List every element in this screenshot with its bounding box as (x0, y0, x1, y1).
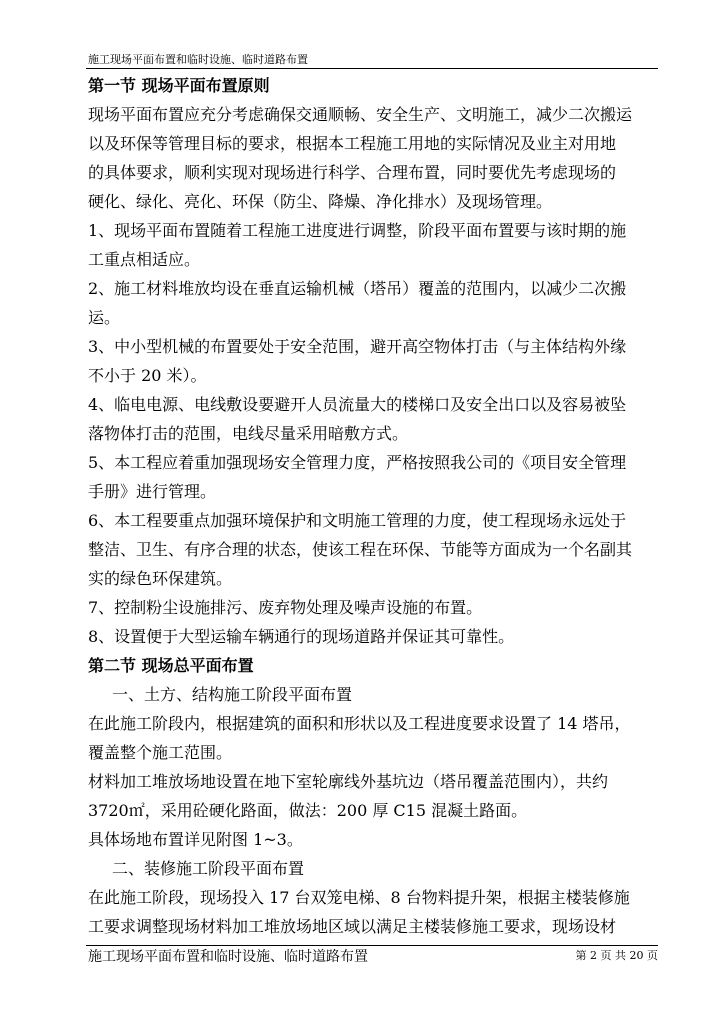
text-line: 以及环保等管理目标的要求，根据本工程施工用地的实际情况及业主对用地 (88, 134, 617, 153)
text-line: 8、设置便于大型运输车辆通行的现场道路并保证其可靠性。 (88, 627, 515, 646)
text-line: 3720㎡，采用砼硬化路面，做法：200 厚 C15 混凝土路面。 (88, 801, 528, 820)
text-line: 实的绿色环保建筑。 (88, 569, 233, 588)
subsection-heading: 二、装修施工阶段平面布置 (112, 859, 305, 878)
text-line: 4、临电电源、电线敷设要避开人员流量大的楼梯口及安全出口以及容易被坠 (88, 395, 627, 414)
text-line: 6、本工程要重点加强环境保护和文明施工管理的力度，使工程现场永远处于 (88, 511, 627, 530)
text-line: 覆盖整个施工范围。 (88, 743, 233, 762)
header-rule (86, 68, 658, 69)
running-header: 施工现场平面布置和临时设施、临时道路布置 (88, 53, 308, 66)
text-line: 1、现场平面布置随着工程施工进度进行调整，阶段平面布置要与该时期的施 (88, 221, 627, 240)
text-line: 工重点相适应。 (88, 250, 201, 269)
section-heading: 第一节 现场平面布置原则 (88, 76, 270, 95)
text-line: 手册》进行管理。 (88, 482, 217, 501)
text-line: 5、本工程应着重加强现场安全管理力度，严格按照我公司的《项目安全管理 (88, 453, 627, 472)
text-line: 整洁、卫生、有序合理的状态，使该工程在环保、节能等方面成为一个名副其 (88, 540, 633, 559)
section-heading: 第二节 现场总平面布置 (88, 656, 254, 675)
text-line: 3、中小型机械的布置要处于安全范围，避开高空物体打击（与主体结构外缘 (88, 337, 627, 356)
text-line: 在此施工阶段，现场投入 17 台双笼电梯、8 台物料提升架，根据主楼装修施 (88, 888, 630, 907)
text-line: 运。 (88, 308, 121, 327)
text-line: 具体场地布置详见附图 1~3。 (88, 830, 303, 849)
document-body (88, 71, 660, 941)
text-line: 2、施工材料堆放均设在垂直运输机械（塔吊）覆盖的范围内，以减少二次搬 (88, 279, 627, 298)
text-line: 硬化、绿化、亮化、环保（防尘、降燥、净化排水）及现场管理。 (88, 192, 553, 211)
text-line: 7、控制粉尘设施排污、废弃物处理及噪声设施的布置。 (88, 598, 483, 617)
text-line: 在此施工阶段内，根据建筑的面积和形状以及工程进度要求设置了 14 塔吊， (88, 714, 631, 733)
text-line: 工要求调整现场材料加工堆放场地区域以满足主楼装修施工要求，现场设材 (88, 917, 617, 936)
footer-rule (86, 945, 658, 946)
text-line: 材料加工堆放场地设置在地下室轮廓线外基坑边（塔吊覆盖范围内），共约 (88, 772, 609, 791)
text-line: 落物体打击的范围，电线尽量采用暗敷方式。 (88, 424, 409, 443)
text-line: 的具体要求，顺利实现对现场进行科学、合理布置，同时要优先考虑现场的 (88, 163, 617, 182)
page-number: 第 2 页 共 20 页 (575, 949, 658, 962)
footer-title: 施工现场平面布置和临时设施、临时道路布置 (88, 949, 368, 965)
subsection-heading: 一、土方、结构施工阶段平面布置 (112, 685, 353, 704)
text-line: 现场平面布置应充分考虑确保交通顺畅、安全生产、文明施工，减少二次搬运 (88, 105, 633, 124)
text-line: 不小于 20 米）。 (88, 366, 207, 385)
